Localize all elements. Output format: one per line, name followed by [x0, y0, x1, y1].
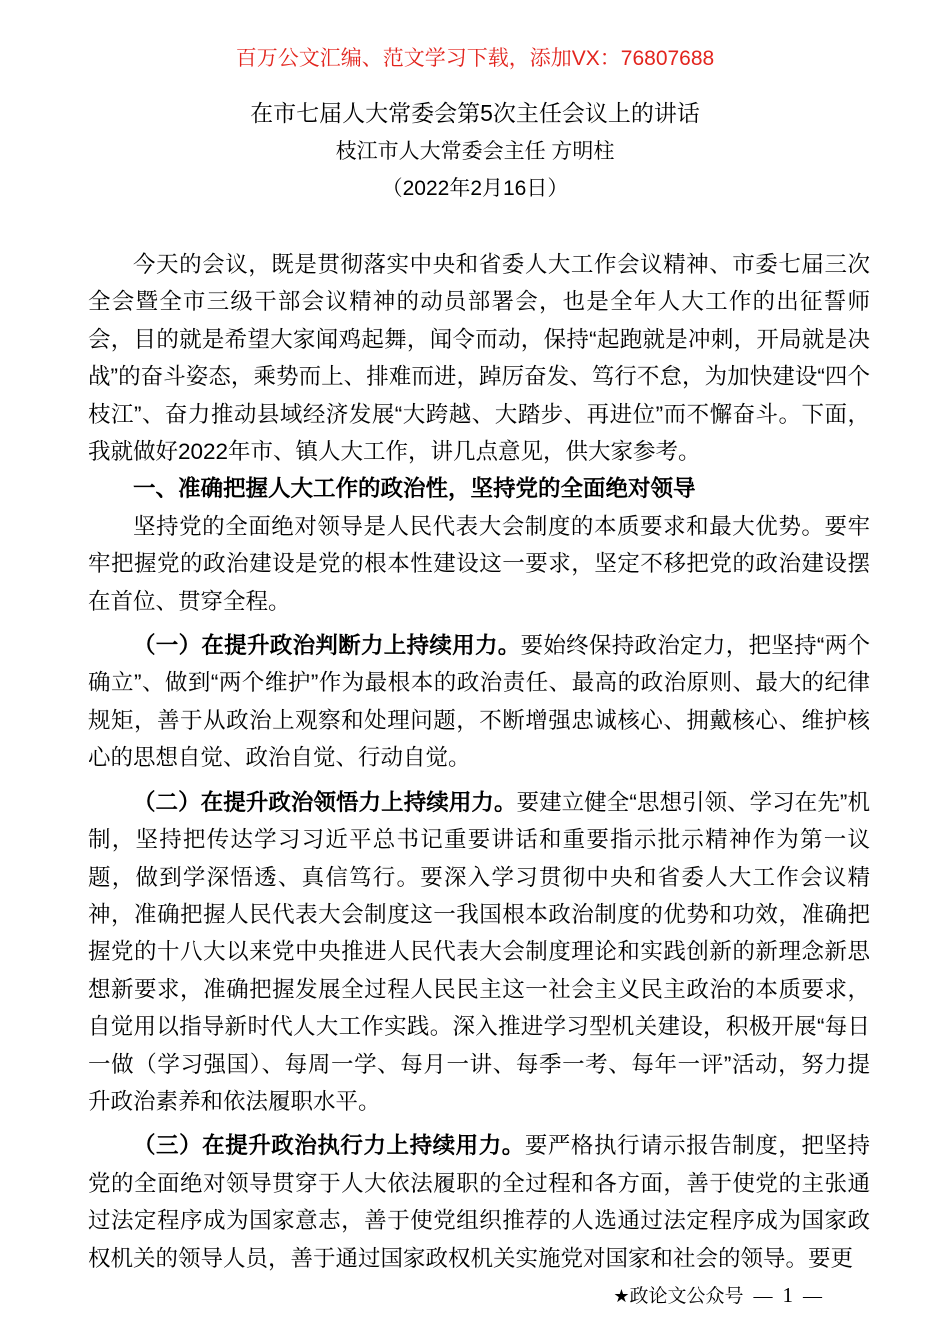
section-heading-1: 一、准确把握人大工作的政治性，坚持党的全面绝对领导: [133, 476, 696, 502]
paragraph-section-1-body: 坚持党的全面绝对领导是人民代表大会制度的本质要求和最大优势。要牢牢把握党的政治建设是党的根本性建设这一要求，坚定不移把党的政治建设摆在首位、贯穿全程。: [88, 513, 870, 614]
sub-text-3: 要严格执行请示报告制度，把坚持党的全面绝对领导贯穿于人大依法履职的全过程和各方面，善于使党的主张通过法定程序成为国家意志，善于使党组织推荐的人选通过法定程序成为国家政权机关的领导人员，善于通过国家政权机关实施党对国家和社会的领导。要更: [88, 1133, 870, 1271]
sub-text-2: 要建立健全“思想引领、学习在先”机制，坚持把传达学习习近平总书记重要讲话和重要指示批示精神作为第一议题，做到学深悟透、真信笃行。要深入学习贯彻中央和省委人大工作会议精神，准确把握人民代表大会制度这一我国根本政治制度的优势和功效，准确把握党的十八大以来党中央推进人民代表大会制度理论和实践创新的新理念新思想新要求，准确把握发展全过程人民民主这一社会主义民主政治的本质要求，自觉用以指导新时代人大工作实践。深入推进学习型机关建设，积极开展“每日一做（学习强国）、每周一学、每月一讲、每季一考、每年一评”活动，努力提升政治素养和依法履职水平。: [88, 789, 870, 1114]
paragraph-sub-3: [88, 1127, 870, 1277]
page-number: 1: [782, 1283, 793, 1307]
sub-heading-2: （二）在提升政治领悟力上持续用力。: [133, 789, 517, 815]
paragraph-sub-1: [88, 627, 870, 777]
sub-text-1: 要始终保持政治定力，把坚持“两个确立”、做到“两个维护”作为最根本的政治责任、最高的政治原则、最大的纪律规矩，善于从政治上观察和处理问题，不断增强忠诚核心、拥戴核心、维护核心的思想自觉、政治自觉、行动自觉。: [88, 633, 870, 771]
author-line: 枝江市人大常委会主任 方明柱: [335, 140, 615, 163]
sub-heading-3: （三）在提升政治执行力上持续用力。: [133, 1133, 525, 1159]
paragraph-intro: 今天的会议，既是贯彻落实中央和省委人大工作会议精神、市委七届三次全会暨全市三级干部会议精神的动员部署会，也是全年人大工作的出征誓师会，目的就是希望大家闻鸡起舞，闻令而动，保持“起跑就是冲刺，开局就是决战”的奋斗姿态，乘势而上、排难而进，踔厉奋发、笃行不怠，为加快建设“四个枝江”、奋力推动县域经济发展“大跨越、大踏步、再进位”而不懈奋斗。下面，我就做好2022年市、镇人大工作，讲几点意见，供大家参考。: [88, 252, 870, 465]
page-number-dash-left: —: [753, 1286, 773, 1307]
page-number-dash-right: —: [803, 1286, 822, 1307]
page-footer: [613, 1282, 832, 1310]
document-title: 在市七届人大常委会第5次主任会议上的讲话: [250, 100, 700, 126]
sub-heading-1: （一）在提升政治判断力上持续用力。: [133, 633, 521, 659]
document-body: [88, 246, 870, 1277]
star-icon: ★: [613, 1286, 630, 1306]
promo-notice: 百万公文汇编、范文学习下载，添加VX：76807688: [235, 47, 715, 70]
date-line: （2022年2月16日）: [381, 177, 569, 200]
paragraph-sub-2: [88, 784, 870, 1121]
footer-source-label: 政论文公众号: [629, 1286, 744, 1307]
